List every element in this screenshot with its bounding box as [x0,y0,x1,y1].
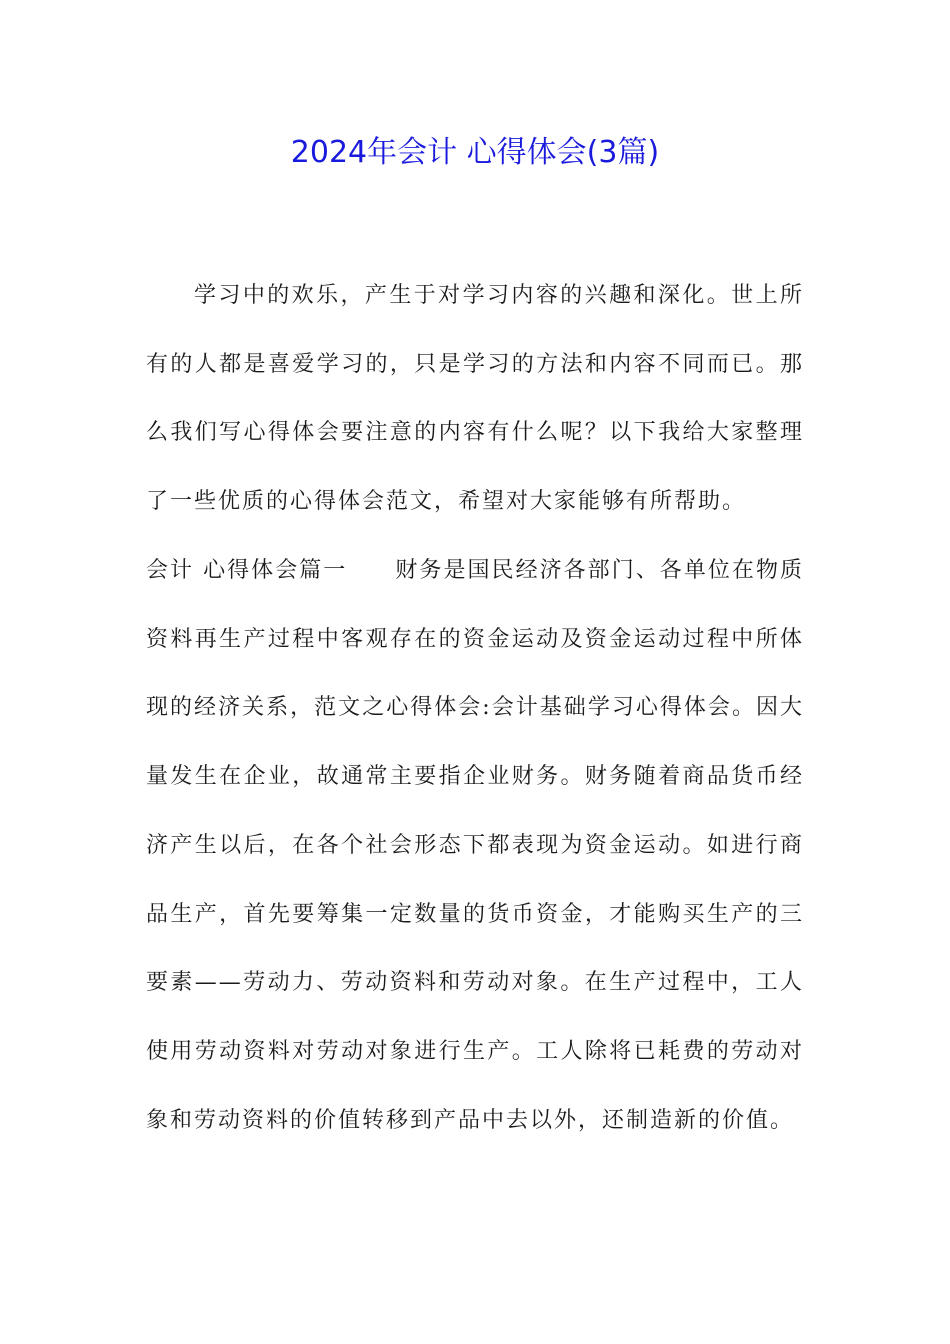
section-paragraph [146,537,804,1155]
section-label: 会计 心得体会篇一 [146,558,348,583]
section-body: 财务是国民经济各部门、各单位在物质资料再生产过程中客观存在的资金运动及资金运动过程中所体现的经济关系，范文之心得体会:会计基础学习心得体会。因大量发生在企业，故通常主要指企业财务。财务随着商品货币经济产生以后，在各个社会形态下都表现为资金运动。如进行商品生产，首先要筹集一定数量的货币资金，才能购买生产的三要素——劳动力、劳动资料和劳动对象。在生产过程中，工人使用劳动资料对劳动对象进行生产。工人除将已耗费的劳动对象和劳动资料的价值转移到产品中去以外，还制造新的价值。 [146,558,804,1133]
intro-paragraph: 学习中的欢乐，产生于对学习内容的兴趣和深化。世上所有的人都是喜爱学习的，只是学习的方法和内容不同而已。那么我们写心得体会要注意的内容有什么呢？以下我给大家整理了一些优质的心得体会范文，希望对大家能够有所帮助。 [146,283,804,515]
document-title: 2024年会计 心得体会(3篇) [290,135,660,170]
